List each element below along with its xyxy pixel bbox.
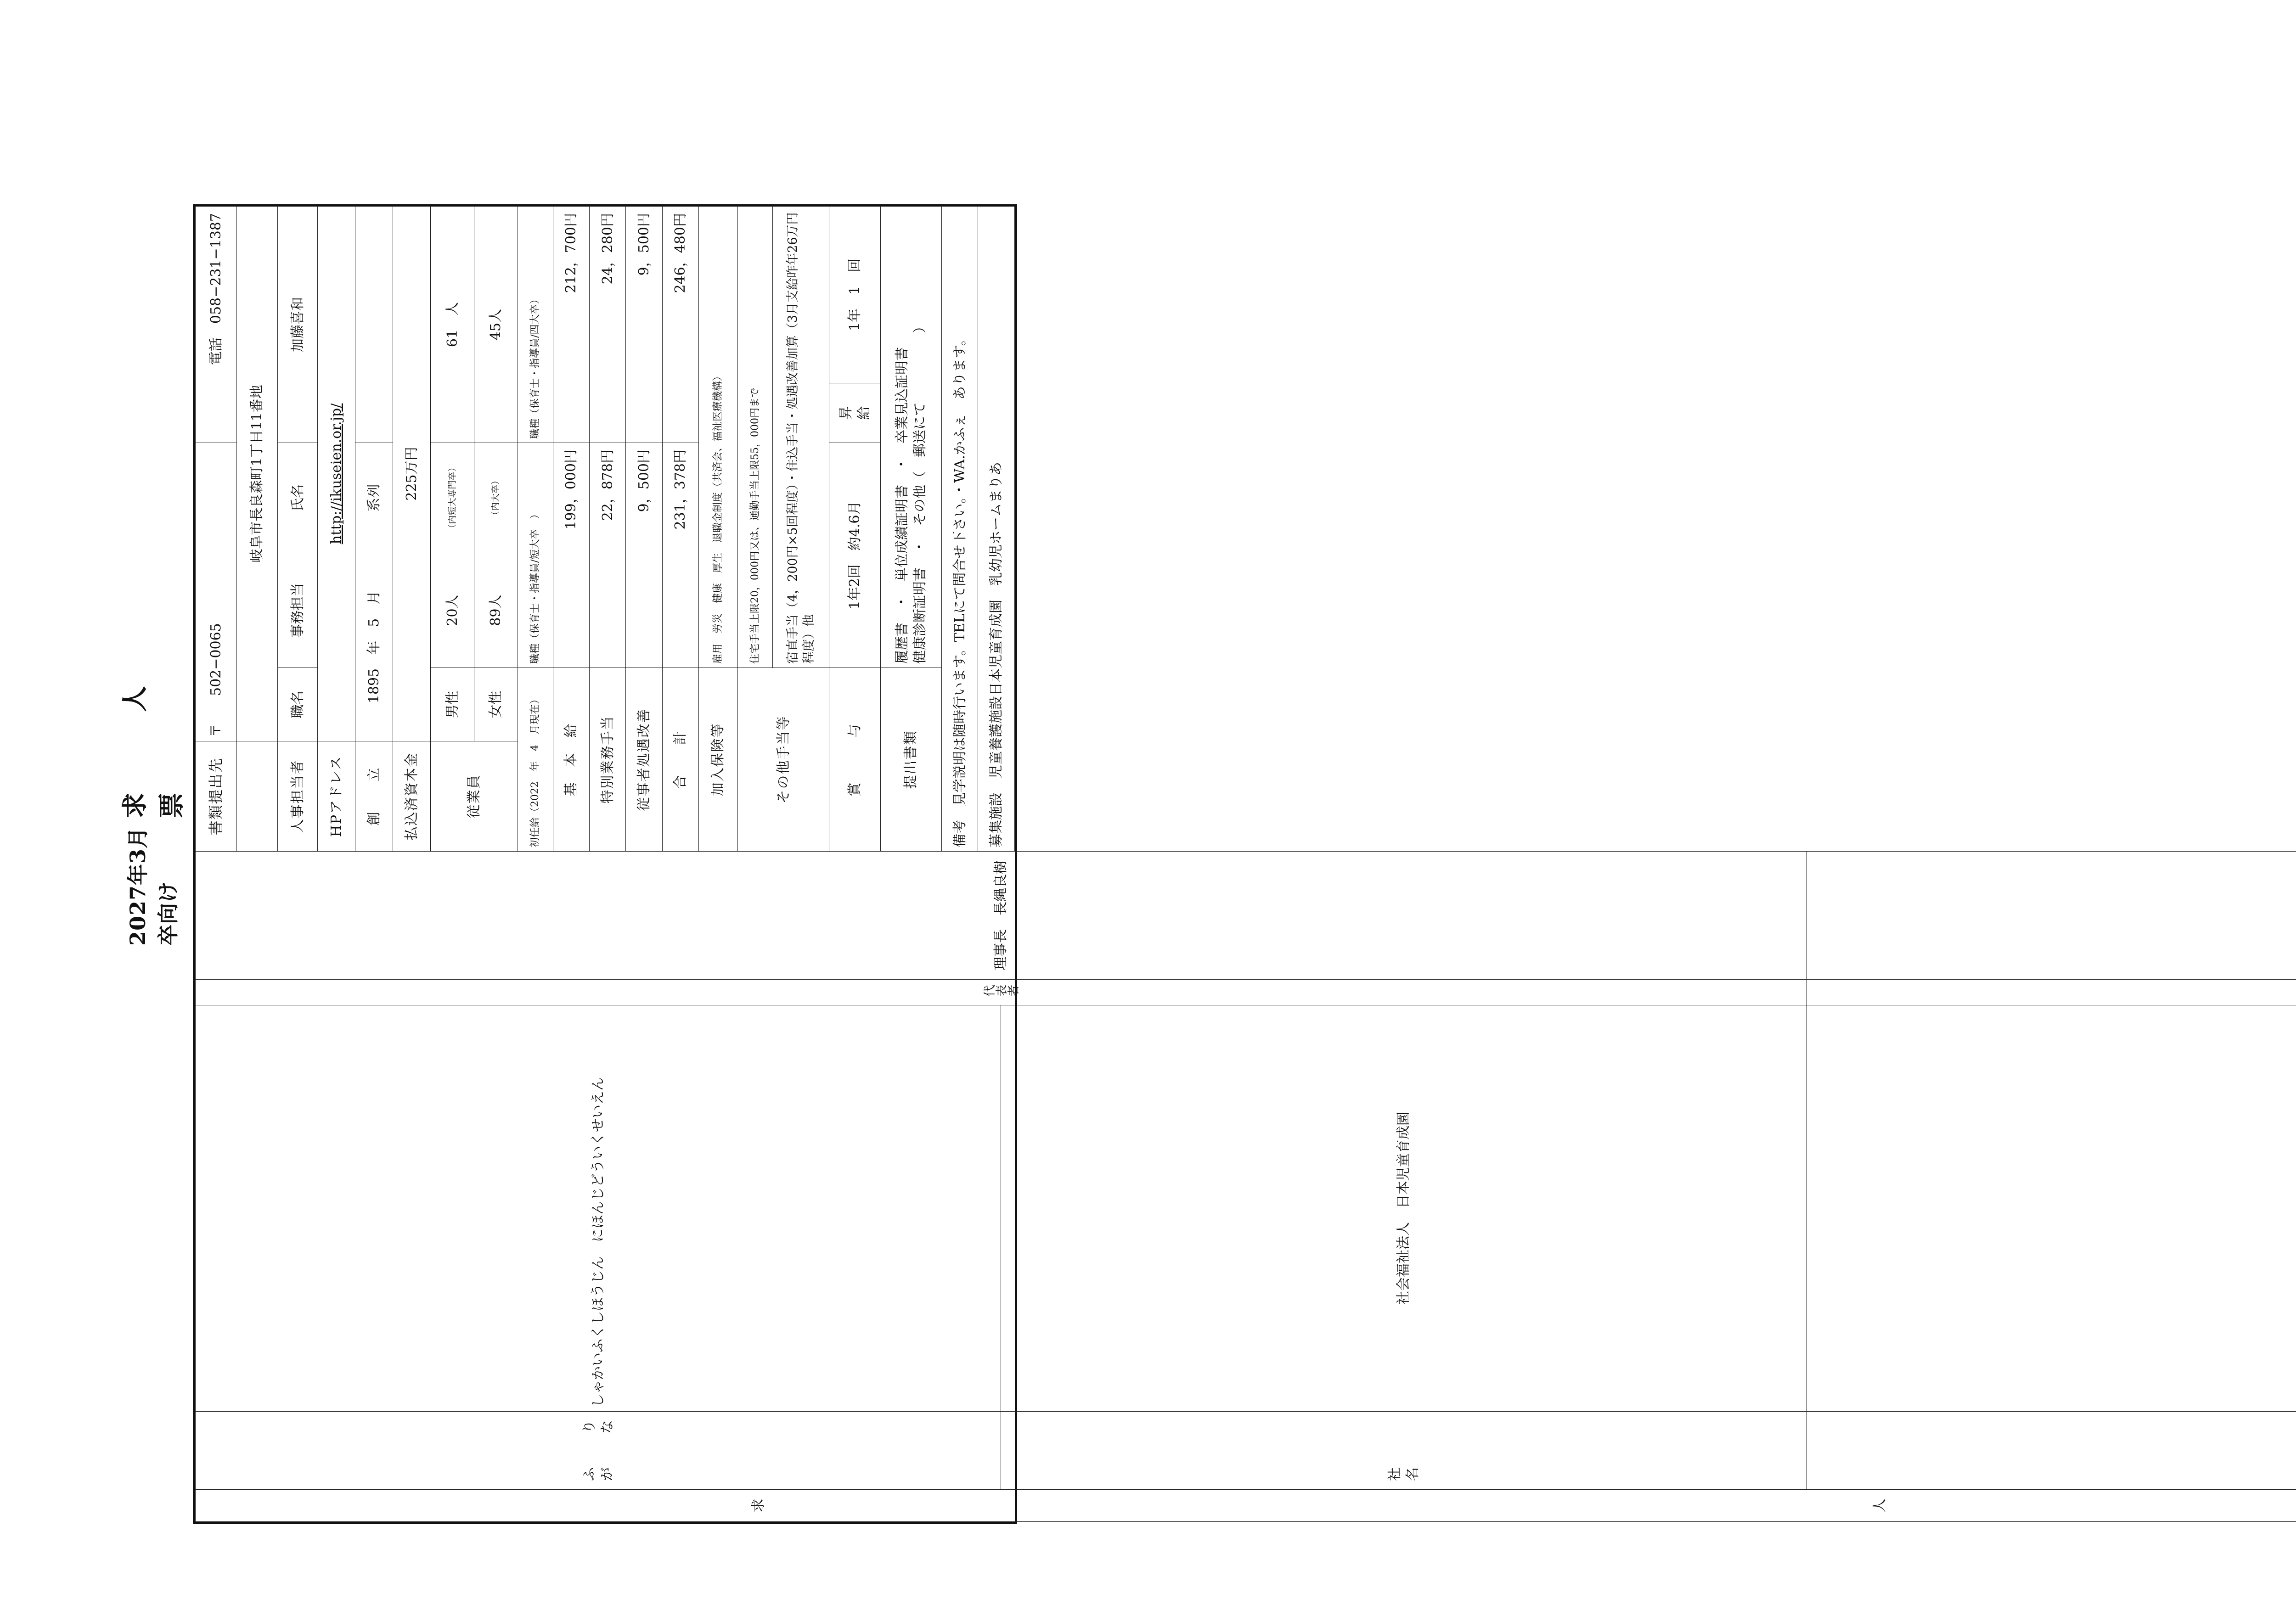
pay-value-1a: 199，000円 <box>553 443 589 668</box>
dansei-total: 61 人 <box>431 206 474 443</box>
hp-link[interactable]: http://ikuseien.or.jp/ <box>318 206 355 741</box>
pay-label-2: 特別業務手当 <box>589 668 625 852</box>
shorui-label: 書類提出先 <box>196 741 237 852</box>
teishutsu-label: 提出書類 <box>880 668 941 852</box>
biko-label: 備考 <box>951 820 968 847</box>
shorui-tel: 電話 058−231−1387 <box>196 206 237 443</box>
pay-value-2a: 22，878円 <box>589 443 625 668</box>
page-heading <box>106 605 197 946</box>
teishutsu-cell <box>880 206 941 668</box>
teate-1: 住宅手当上限20，000円又は、通勤手当上限55，000円まで <box>737 206 773 668</box>
shorui-post: 〒 502−0065 <box>196 443 237 741</box>
teishutsu-2: 健康診断証明書 ・ その他（ 郵送にて ） <box>912 320 928 664</box>
josei-value: 89人 <box>474 553 518 668</box>
jinji-label: 人事担当者 <box>278 741 318 852</box>
shimei-value: 加藤喜和 <box>278 206 318 443</box>
teate-label: その他手当等 <box>737 668 829 852</box>
josei-total: 45人 <box>474 206 518 443</box>
pay-label-3: 従事者処遇改善 <box>626 668 662 852</box>
company-label: 社 名 <box>1001 1412 1806 1490</box>
daihyo-cell <box>196 851 1806 1005</box>
shoyo-value: 1年2回 約4.6月 <box>829 443 880 668</box>
section-char-1: 求 <box>750 1498 766 1513</box>
boshu-shisetsu-value: 児童養護施設日本児童育成園 乳幼児ホームまりあ <box>988 462 1005 779</box>
josei-label: 女性 <box>474 668 518 741</box>
pay-value-3b: 9，500円 <box>626 206 662 443</box>
shokushu-1: 職種（保育士・指導員/短大卒 ） <box>518 443 553 668</box>
heading-title: 求 人 票 <box>120 605 187 819</box>
pay-value-1b: 212，700円 <box>553 206 589 443</box>
left-panel <box>195 852 1888 1522</box>
teate-2: 宿直手当（4，200円×5回程度）・住込手当・処遇改善加算（3月支給昨年26万円程度）他 <box>773 206 829 668</box>
dansei-note: （内短大専門卒） <box>431 443 474 553</box>
shokyu-label: 昇 給 <box>829 383 880 443</box>
pay-label-1: 基 本 給 <box>553 668 589 852</box>
dansei-value: 20人 <box>431 553 474 668</box>
kanyu-label: 加入保険等 <box>699 668 738 852</box>
jugyoin-label: 従業員 <box>431 741 518 852</box>
honsha-value <box>1806 1005 2296 1411</box>
pay-value-4b: 246，480円 <box>662 206 698 443</box>
shoyo-label: 賞 与 <box>829 668 880 852</box>
boshu-shisetsu-row <box>978 206 1015 851</box>
company-value: 社会福祉法人 日本児童育成園 <box>1001 1005 1806 1411</box>
denwa-cell <box>1806 851 2296 1005</box>
section-char-2: 人 <box>1871 1498 1888 1513</box>
biko-value: 見学説明は随時行います。TELにて問合せ下さい。・WA.かふぇ あります。 <box>951 332 968 806</box>
right-panel <box>195 207 1015 852</box>
teishutsu-1: 履歴書 ・ 単位成績証明書 ・ 卒業見込証明書 <box>894 347 910 664</box>
furigana-label: ふ り が な <box>196 1412 1001 1490</box>
section-kyujin <box>196 1490 2296 1522</box>
shihon-value: 225万円 <box>393 206 431 741</box>
keiretsu-label: 系列 <box>355 443 393 553</box>
heading-target: 2027年3月卒向け <box>125 826 180 946</box>
furigana-value: しゃかいふくしほうじん にほんじどういくせいえん <box>196 1005 1001 1411</box>
job-offer-form <box>193 204 1888 1524</box>
daihyo-value: 理事長 長縄良樹 <box>993 860 1009 970</box>
shimei-label: 氏名 <box>278 443 318 553</box>
denwa-label <box>1806 979 2296 1005</box>
daihyo-label: 代表者 <box>196 979 1806 1005</box>
pay-value-3a: 9，500円 <box>626 443 662 668</box>
kanyu-value: 雇用 労災 健康 厚生 退職金制度（共済会、福祉医療機構） <box>699 206 738 668</box>
shoninkyu-label: 初任給（2022 年 4 月現在） <box>518 668 553 852</box>
shokumei-value: 事務担当 <box>278 553 318 668</box>
shokushu-2: 職種（保育士・指導員/四大卒） <box>518 206 553 443</box>
dansei-label: 男性 <box>431 668 474 741</box>
honsha-label <box>1806 1412 2296 1490</box>
shihon-label: 払込済資本金 <box>393 741 431 852</box>
shorui-addr: 岐阜市長良森町1丁目11番地 <box>236 206 278 741</box>
pay-value-4a: 231，378円 <box>662 443 698 668</box>
biko-row <box>942 206 978 851</box>
pay-value-2b: 24，280円 <box>589 206 625 443</box>
boshu-shisetsu-label: 募集施設 <box>988 792 1005 847</box>
soritsu-label: 創 立 <box>355 741 393 852</box>
shokumei-label: 職名 <box>278 668 318 741</box>
josei-note: （内大卒） <box>474 443 518 553</box>
hp-label: HPアドレス <box>318 741 355 852</box>
shokyu-value: 1年 1 回 <box>829 206 880 383</box>
soritsu-value: 1895 年 5 月 <box>355 553 393 741</box>
pay-label-4: 合 計 <box>662 668 698 852</box>
